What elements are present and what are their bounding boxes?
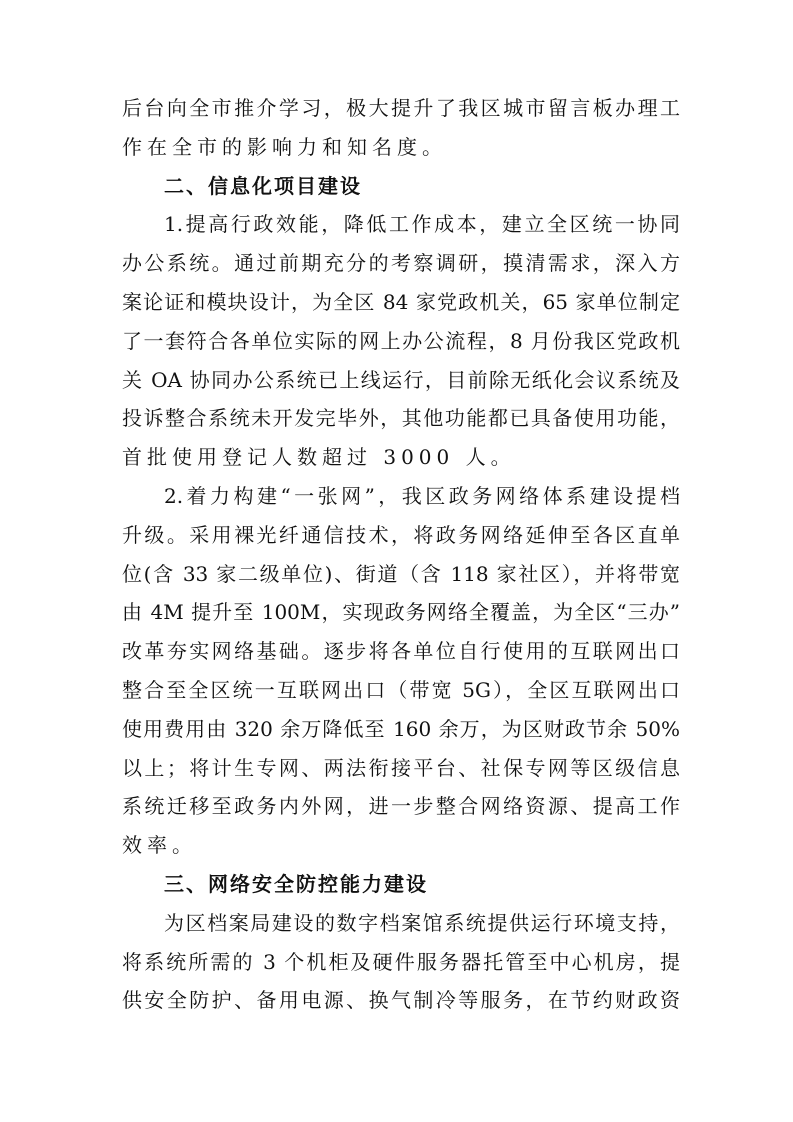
text-line: 整合至全区统一互联网出口（带宽 5G），全区互联网出口 xyxy=(122,677,680,702)
text-line: 效率。 xyxy=(122,833,197,858)
text-line: 了一套符合各单位实际的网上办公流程，8 月份我区党政机 xyxy=(122,328,680,353)
text-line: 案论证和模块设计，为全区 84 家党政机关，65 家单位制定 xyxy=(122,289,680,314)
text-line: 1.提高行政效能，降低工作成本，建立全区统一协同 xyxy=(164,212,680,237)
section-heading: 二、信息化项目建设 xyxy=(164,173,362,198)
text-line: 作在全市的影响力和知名度。 xyxy=(122,134,447,159)
text-line: 将系统所需的 3 个机柜及硬件服务器托管至中心机房，提 xyxy=(122,949,680,974)
text-line: 系统迁移至政务内外网，进一步整合网络资源、提高工作 xyxy=(122,794,680,819)
section-heading: 三、网络安全防控能力建设 xyxy=(164,871,428,896)
text-line: 改革夯实网络基础。逐步将各单位自行使用的互联网出口 xyxy=(122,639,680,664)
text-line: 以上；将计生专网、两法衔接平台、社保专网等区级信息 xyxy=(122,755,680,780)
text-line: 首批使用登记人数超过 3000 人。 xyxy=(122,445,516,470)
text-line: 供安全防护、备用电源、换气制冷等服务，在节约财政资 xyxy=(122,988,680,1013)
text-line: 升级。采用裸光纤通信技术，将政务网络延伸至各区直单 xyxy=(122,522,680,547)
text-line: 由 4M 提升至 100M，实现政务网络全覆盖，为全区“三办” xyxy=(122,600,680,625)
text-line: 后台向全市推介学习，极大提升了我区城市留言板办理工 xyxy=(122,96,680,120)
text-line: 2.着力构建“一张网”，我区政务网络体系建设提档 xyxy=(164,483,680,508)
text-line: 位(含 33 家二级单位)、街道（含 118 家社区），并将带宽 xyxy=(122,561,680,586)
text-line: 为区档案局建设的数字档案馆系统提供运行环境支持， xyxy=(164,910,680,935)
text-line: 使用费用由 320 余万降低至 160 余万，为区财政节余 50% xyxy=(122,716,680,741)
text-line: 投诉整合系统未开发完毕外，其他功能都已具备使用功能， xyxy=(122,406,680,431)
document-body xyxy=(122,89,680,1020)
text-line: 关 OA 协同办公系统已上线运行，目前除无纸化会议系统及 xyxy=(122,367,680,392)
text-line: 办公系统。通过前期充分的考察调研，摸清需求，深入方 xyxy=(122,251,680,276)
